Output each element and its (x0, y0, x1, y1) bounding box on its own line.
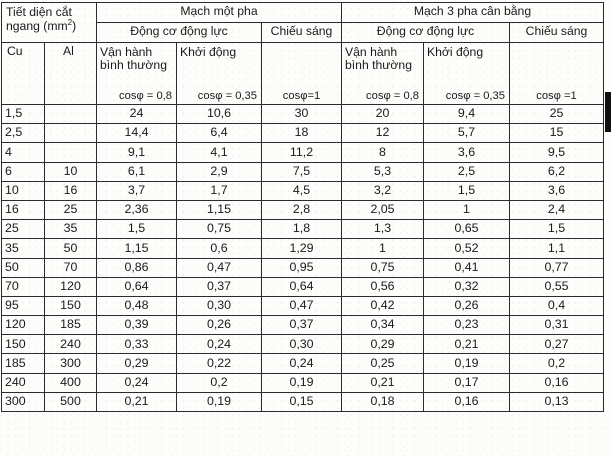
cell-cu: 300 (2, 392, 45, 411)
cell-startup: 0,75 (177, 220, 262, 239)
cell-cu: 16 (2, 200, 45, 219)
cell-normal-3: 0,25 (342, 354, 424, 373)
cos3-08-label: cosφ = 0,8 (366, 89, 419, 102)
cell-startup: 0,30 (177, 296, 262, 315)
cross-section-label-line1: Tiết diện cắt (6, 5, 72, 19)
table-row (2, 354, 604, 373)
cell-lighting: 0,15 (262, 392, 342, 411)
cell-normal-3: 2,05 (342, 200, 424, 219)
cell-startup: 0,6 (177, 239, 262, 258)
cell-normal-3: 0,29 (342, 335, 424, 354)
three-phase-header: Mạch 3 pha cân bằng (342, 3, 604, 23)
cell-al: 150 (45, 296, 97, 315)
table-row (2, 200, 604, 219)
cell-al: 300 (45, 354, 97, 373)
cell-cu: 35 (2, 239, 45, 258)
cell-normal: 0,21 (97, 392, 177, 411)
cos-035-label: cosφ = 0,35 (197, 89, 257, 102)
cell-lighting: 7,5 (262, 162, 342, 181)
single-phase-header: Mạch một pha (97, 3, 342, 23)
cell-normal-3: 1,3 (342, 220, 424, 239)
table-row (2, 239, 604, 258)
cell-cu: 185 (2, 354, 45, 373)
voltage-drop-table (1, 2, 604, 412)
startup-header (177, 43, 262, 105)
cell-lighting-3: 0,2 (510, 354, 604, 373)
cell-startup-3: 0,19 (424, 354, 510, 373)
normal-operation-header (97, 43, 177, 105)
cell-al: 400 (45, 373, 97, 392)
cell-lighting: 30 (262, 105, 342, 124)
cell-lighting: 0,37 (262, 316, 342, 335)
lighting-3-cos-header (510, 43, 604, 105)
cell-lighting: 2,8 (262, 200, 342, 219)
cell-startup: 0,24 (177, 335, 262, 354)
startup-label: Khởi động (180, 45, 237, 59)
cell-cu: 25 (2, 220, 45, 239)
cell-al: 16 (45, 181, 97, 200)
cell-cu: 2,5 (2, 124, 45, 143)
cell-al: 120 (45, 277, 97, 296)
cos-08-label: cosφ = 0,8 (119, 89, 172, 102)
cell-startup: 6,4 (177, 124, 262, 143)
cell-normal: 0,33 (97, 335, 177, 354)
cell-lighting: 1,8 (262, 220, 342, 239)
cell-startup-3: 0,41 (424, 258, 510, 277)
cell-lighting: 0,64 (262, 277, 342, 296)
table-row (2, 124, 604, 143)
lighting-header: Chiếu sáng (262, 23, 342, 43)
cell-lighting: 4,5 (262, 181, 342, 200)
table-row (2, 277, 604, 296)
cell-normal: 0,39 (97, 316, 177, 335)
cell-lighting-3: 1,5 (510, 220, 604, 239)
table-body (2, 105, 604, 412)
cell-lighting-3: 3,6 (510, 181, 604, 200)
cell-lighting: 11,2 (262, 143, 342, 162)
cell-startup: 1,15 (177, 200, 262, 219)
cell-cu: 50 (2, 258, 45, 277)
cell-lighting: 0,24 (262, 354, 342, 373)
table-row (2, 105, 604, 124)
lighting-3-header: Chiếu sáng (510, 23, 604, 43)
cell-startup: 1,7 (177, 181, 262, 200)
cell-al (45, 105, 97, 124)
cell-normal: 0,86 (97, 258, 177, 277)
cell-cu: 240 (2, 373, 45, 392)
table-row (2, 162, 604, 181)
cell-lighting-3: 2,4 (510, 200, 604, 219)
cell-lighting-3: 0,55 (510, 277, 604, 296)
cell-startup-3: 9,4 (424, 105, 510, 124)
cell-normal: 0,48 (97, 296, 177, 315)
cell-startup: 0,2 (177, 373, 262, 392)
cell-startup: 0,26 (177, 316, 262, 335)
cell-startup-3: 0,21 (424, 335, 510, 354)
cos3-035-label: cosφ = 0,35 (445, 89, 505, 102)
cell-normal: 0,64 (97, 277, 177, 296)
cell-lighting: 0,19 (262, 373, 342, 392)
cell-normal-3: 0,21 (342, 373, 424, 392)
cell-lighting-3: 9,5 (510, 143, 604, 162)
cell-al: 185 (45, 316, 97, 335)
cell-lighting-3: 1,1 (510, 239, 604, 258)
cell-cu: 1,5 (2, 105, 45, 124)
cell-startup-3: 0,26 (424, 296, 510, 315)
cell-startup-3: 0,32 (424, 277, 510, 296)
cell-startup: 4,1 (177, 143, 262, 162)
startup-3-header (424, 43, 510, 105)
cell-startup: 0,19 (177, 392, 262, 411)
cell-normal-3: 0,75 (342, 258, 424, 277)
cell-cu: 95 (2, 296, 45, 315)
cell-cu: 70 (2, 277, 45, 296)
normal-op3-line1: Vận hành (345, 45, 398, 59)
cell-normal: 1,5 (97, 220, 177, 239)
cell-normal-3: 12 (342, 124, 424, 143)
cell-startup: 0,37 (177, 277, 262, 296)
lighting-cos-header (262, 43, 342, 105)
cell-lighting-3: 0,27 (510, 335, 604, 354)
cell-normal: 9,1 (97, 143, 177, 162)
cell-startup-3: 2,5 (424, 162, 510, 181)
cell-normal: 3,7 (97, 181, 177, 200)
cell-lighting: 0,30 (262, 335, 342, 354)
cell-normal: 0,29 (97, 354, 177, 373)
power-motor-3-header: Động cơ động lực (342, 23, 510, 43)
cell-startup-3: 0,52 (424, 239, 510, 258)
cell-al: 240 (45, 335, 97, 354)
cell-startup-3: 5,7 (424, 124, 510, 143)
cell-normal-3: 0,34 (342, 316, 424, 335)
cross-section-header (2, 3, 97, 43)
cell-normal: 1,15 (97, 239, 177, 258)
cell-startup-3: 0,65 (424, 220, 510, 239)
cell-al: 25 (45, 200, 97, 219)
table-row (2, 220, 604, 239)
al-header: Al (45, 43, 97, 105)
startup3-label: Khởi động (427, 45, 484, 59)
normal-operation-3-header (342, 43, 424, 105)
normal-op3-line2: bình thường (345, 58, 412, 73)
cell-al: 10 (45, 162, 97, 181)
cross-section-sup: 2 (67, 18, 73, 28)
cell-al (45, 124, 97, 143)
table-row (2, 143, 604, 162)
cell-cu: 10 (2, 181, 45, 200)
table-row (2, 181, 604, 200)
cell-al: 35 (45, 220, 97, 239)
table-row (2, 296, 604, 315)
table-row (2, 316, 604, 335)
table-row (2, 392, 604, 411)
cell-normal-3: 1 (342, 239, 424, 258)
cell-lighting-3: 6,2 (510, 162, 604, 181)
cell-startup: 0,22 (177, 354, 262, 373)
cell-startup: 10,6 (177, 105, 262, 124)
cell-lighting-3: 0,4 (510, 296, 604, 315)
scan-edge-mark (605, 92, 611, 132)
table-row (2, 258, 604, 277)
cell-lighting-3: 0,31 (510, 316, 604, 335)
cell-normal: 6,1 (97, 162, 177, 181)
cell-lighting-3: 25 (510, 105, 604, 124)
cell-normal-3: 5,3 (342, 162, 424, 181)
cell-startup-3: 1,5 (424, 181, 510, 200)
cell-normal-3: 20 (342, 105, 424, 124)
normal-op-line1: Vận hành (100, 45, 153, 59)
cell-cu: 6 (2, 162, 45, 181)
cross-section-label-end: ) (72, 19, 77, 34)
cell-normal-3: 0,42 (342, 296, 424, 315)
cell-lighting: 0,47 (262, 296, 342, 315)
cell-normal: 0,24 (97, 373, 177, 392)
cell-lighting-3: 0,13 (510, 392, 604, 411)
cell-normal: 2,36 (97, 200, 177, 219)
cell-normal-3: 0,18 (342, 392, 424, 411)
cell-normal-3: 0,56 (342, 277, 424, 296)
cell-startup-3: 0,23 (424, 316, 510, 335)
cell-startup: 2,9 (177, 162, 262, 181)
cell-normal-3: 3,2 (342, 181, 424, 200)
cos3-1-label: cosφ =1 (536, 89, 577, 102)
power-motor-header: Động cơ động lực (97, 23, 262, 43)
cell-lighting: 18 (262, 124, 342, 143)
cell-lighting: 1,29 (262, 239, 342, 258)
table-row (2, 373, 604, 392)
cell-cu: 4 (2, 143, 45, 162)
cross-section-label-line2: ngang (mm (6, 19, 68, 34)
cell-cu: 120 (2, 316, 45, 335)
cu-header: Cu (2, 43, 45, 105)
cell-startup-3: 0,17 (424, 373, 510, 392)
cell-normal-3: 8 (342, 143, 424, 162)
cell-startup: 0,47 (177, 258, 262, 277)
normal-op-line2: bình thường (100, 58, 167, 73)
cell-al (45, 143, 97, 162)
cell-lighting: 0,95 (262, 258, 342, 277)
cell-lighting-3: 0,77 (510, 258, 604, 277)
cell-normal: 24 (97, 105, 177, 124)
cos-1-label: cosφ=1 (282, 89, 321, 102)
cell-al: 500 (45, 392, 97, 411)
cell-lighting-3: 0,16 (510, 373, 604, 392)
cell-startup-3: 0,16 (424, 392, 510, 411)
table-row (2, 335, 604, 354)
cell-startup-3: 1 (424, 200, 510, 219)
cell-al: 70 (45, 258, 97, 277)
cell-al: 50 (45, 239, 97, 258)
cell-lighting-3: 15 (510, 124, 604, 143)
cell-startup-3: 3,6 (424, 143, 510, 162)
cell-cu: 150 (2, 335, 45, 354)
cell-normal: 14,4 (97, 124, 177, 143)
